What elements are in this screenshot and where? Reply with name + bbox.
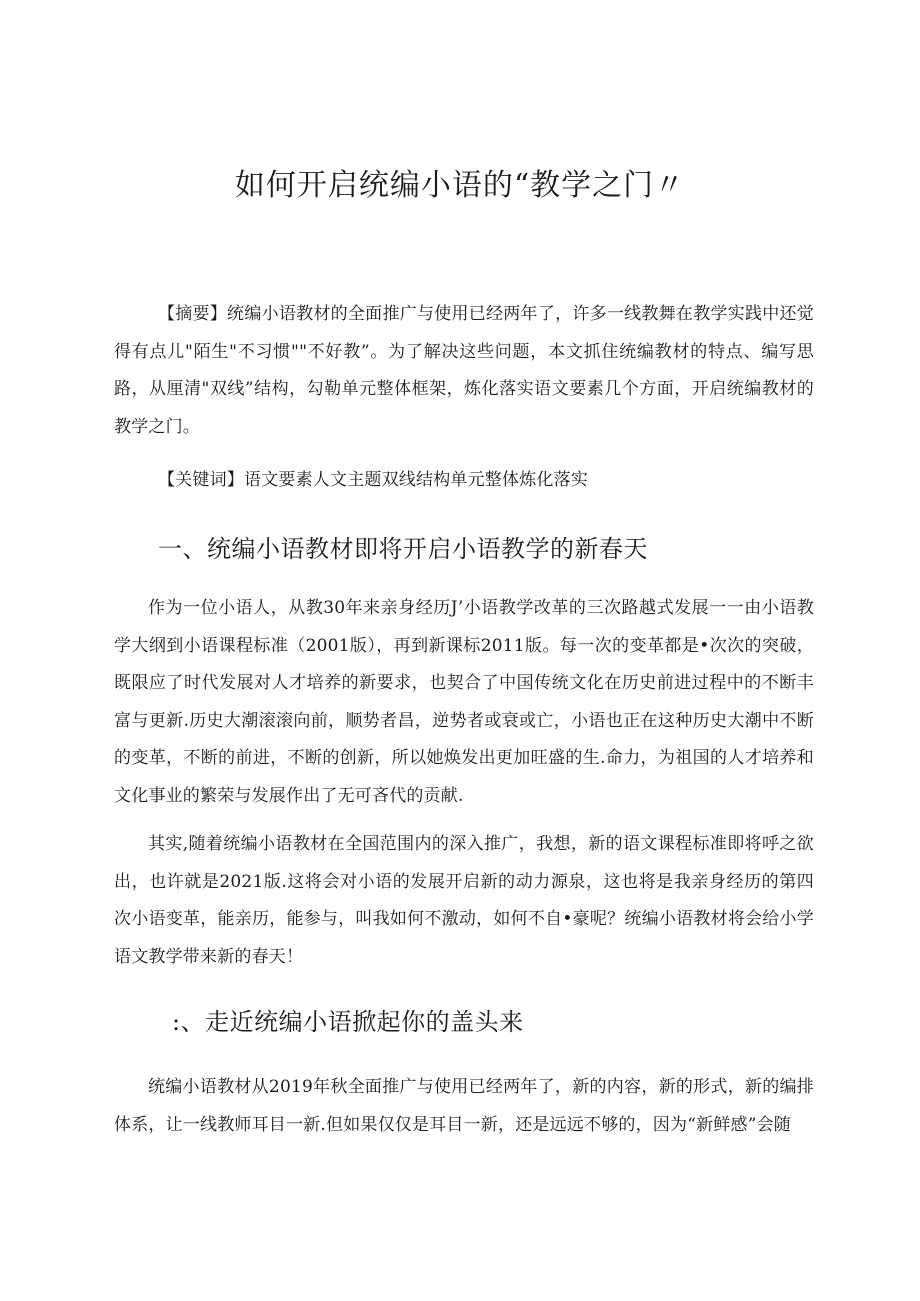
- abstract-paragraph: 【摘要】统编小语教材的全面推广与使用已经两年了，许多一线教舞在教学实践中还觉得有点儿"陌生"不习惯""不好教”。为了解决这些问题，本文抓住统编教材的特点、编写思路，从厘清"双线”结构，勾勒单元整体框架，炼化落实语文要素几个方面，开启统编教材的教学之门。: [114, 304, 814, 437]
- document-title: 如何开启统编小语的“教学之门〃: [234, 168, 686, 203]
- section-1-paragraph-2: 其实,随着统编小语教材在全国范围内的深入推广，我想，新的语文课程标准即将呼之欲出，也许就是2021版.这将会对小语的发展开启新的动力源泉，这也将是我亲身经历的第四次小语变革，能亲历，能参与，叫我如何不激动，如何不自•豪呢？统编小语教材将会给小学语文教学带来新的春天！: [114, 834, 814, 967]
- section-2-heading: :、走近统编小语掀起你的盖头来: [172, 1008, 524, 1036]
- section-1-paragraph-1: 作为一位小语人，从教30年来亲身经历J’小语教学改革的三次路越式发展一一由小语教学大纲到小语课程标准（2001版），再到新课标2011版。每一次的变革都是•次次的突破，既限应了时代发展对人才培养的新要求，也契合了中国传统文化在历史前进过程中的不断丰富与更新.历史大潮滚滚向前，顺势者昌，逆势者或衰或亡，小语也正在这种历史大潮中不断的变革，不断的前进，不断的创新，所以她焕发出更加旺盛的生.命力，为祖国的人才培养和文化事业的繁荣与发展作出了无可吝代的贡献.: [114, 598, 814, 806]
- keywords-paragraph: 【关键词】语文要素人文主题双线结构单元整体炼化落实: [158, 470, 588, 490]
- section-1-heading: 一、统编小语教材即将开启小语教学的新春天: [158, 535, 648, 563]
- section-2-paragraph-1: 统编小语教材从2019年秋全面推广与使用已经两年了，新的内容，新的形式，新的编排体系，让一线教师耳目一新.但如果仅仅是耳目一新，还是远远不够的，因为“新鲜感”会随: [114, 1077, 814, 1135]
